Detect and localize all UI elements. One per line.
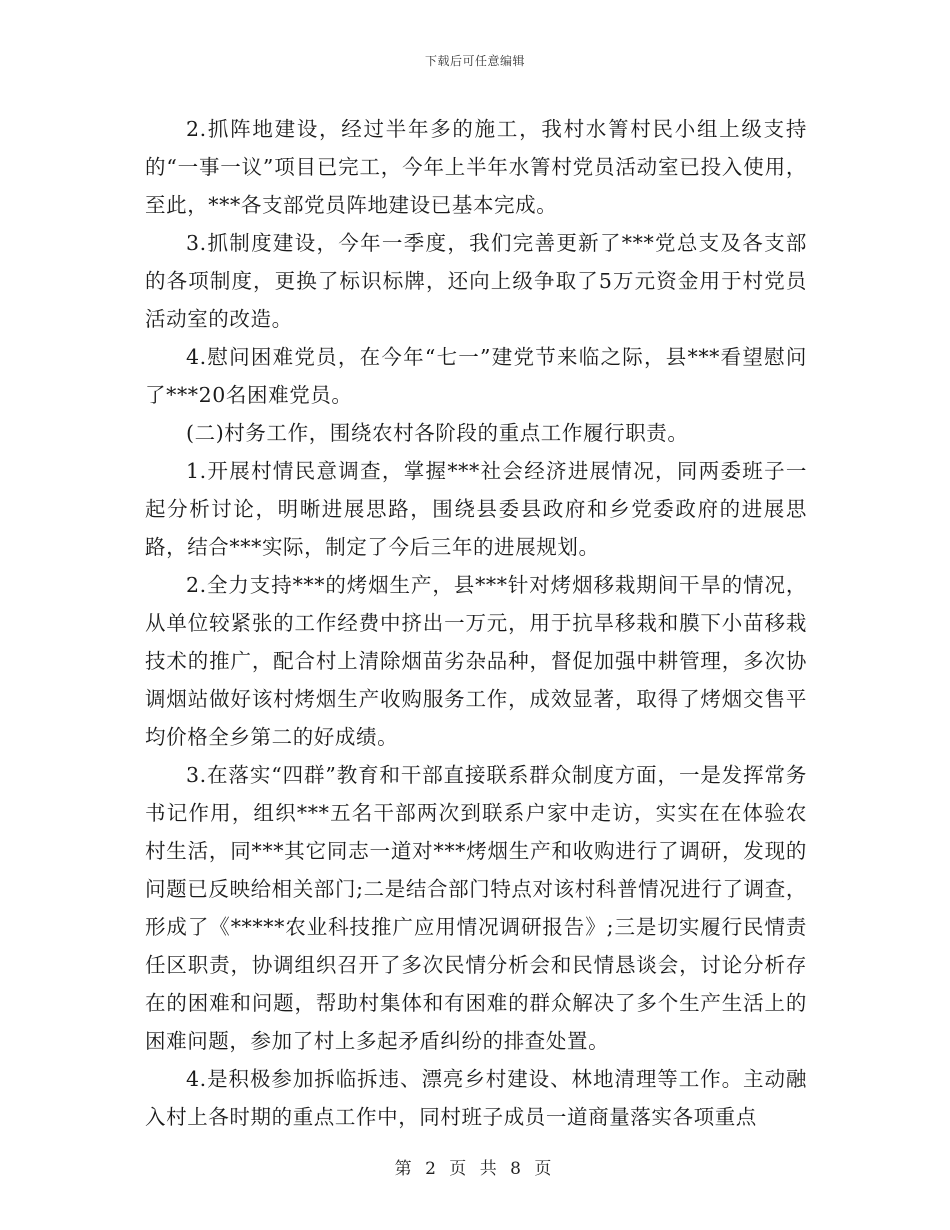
section-heading: (二)村务工作，围绕农村各阶段的重点工作履行职责。	[186, 421, 689, 445]
paragraph: 4.慰问困难党员，在今年“七一”建党节来临之际，县***看望慰问了***20名困难党员。	[145, 345, 807, 407]
paragraph: 4.是积极参加拆临拆违、漂亮乡村建设、林地清理等工作。主动融入村上各时期的重点工作中，同村班子成员一道商量落实各项重点	[145, 1067, 807, 1129]
document-body	[145, 110, 807, 1136]
page-header: 下载后可任意编辑	[424, 54, 525, 68]
paragraph: 2.全力支持***的烤烟生产，县***针对烤烟移栽期间干旱的情况，从单位较紧张的工作经费中挤出一万元，用于抗旱移栽和膜下小苗移栽技术的推广，配合村上清除烟苗劣杂品种，督促加强中耕管理，多次协调烟站做好该村烤烟生产收购服务工作，成效显著，取得了烤烟交售平均价格全乡第二的好成绩。	[145, 573, 807, 749]
page-number: 第 2 页 共 8 页	[394, 1159, 556, 1179]
paragraph: 1.开展村情民意调查，掌握***社会经济进展情况，同两委班子一起分析讨论，明晰进展思路，围绕县委县政府和乡党委政府的进展思路，结合***实际，制定了今后三年的进展规划。	[145, 459, 807, 559]
paragraph: 2.抓阵地建设，经过半年多的施工，我村水箐村民小组上级支持的“一事一议”项目已完工，今年上半年水箐村党员活动室已投入使用，至此，***各支部党员阵地建设已基本完成。	[145, 117, 807, 217]
paragraph: 3.在落实“四群”教育和干部直接联系群众制度方面，一是发挥常务书记作用，组织***五名干部两次到联系户家中走访，实实在在体验农村生活，同***其它同志一道对***烤烟生产和收购进行了调研，发现的问题已反映给相关部门;二是结合部门特点对该村科普情况进行了调查，形成了《*****农业科技推广应用情况调研报告》;三是切实履行民情责任区职责，协调组织召开了多次民情分析会和民情恳谈会，讨论分析存在的困难和问题，帮助村集体和有困难的群众解决了多个生产生活上的困难问题，参加了村上多起矛盾纠纷的排查处置。	[145, 763, 807, 1053]
paragraph: 3.抓制度建设，今年一季度，我们完善更新了***党总支及各支部的各项制度，更换了标识标牌，还向上级争取了5万元资金用于村党员活动室的改造。	[145, 231, 807, 331]
